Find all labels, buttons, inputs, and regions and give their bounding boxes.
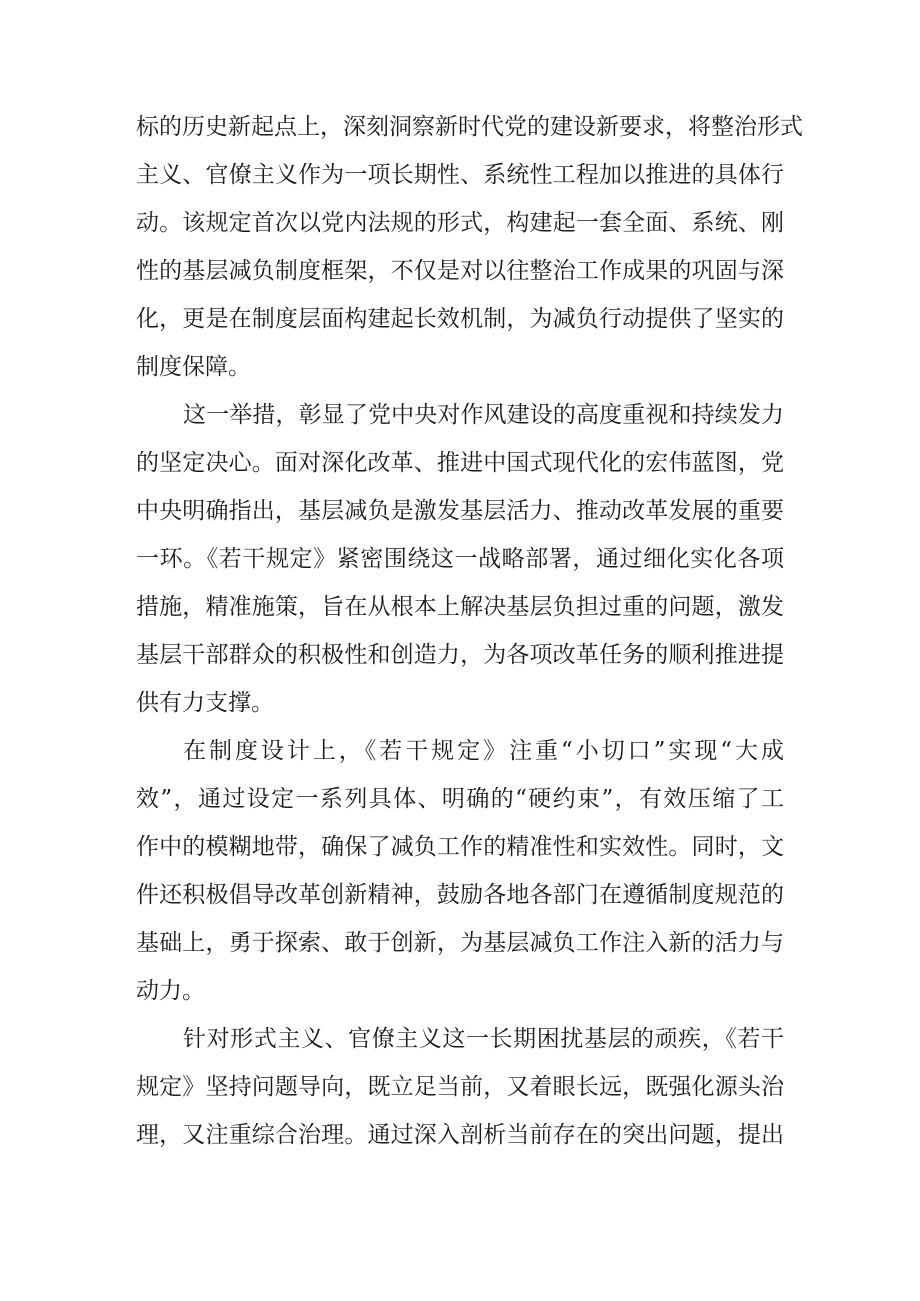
text-line: 效”，通过设定一系列具体、明确的“硬约束”，有效压缩了工 [136, 786, 784, 812]
text-line: 措施，精准施策，旨在从根本上解决基层负担过重的问题，激发 [136, 594, 784, 620]
text-line: 基础上，勇于探索、敢于创新，为基层减负工作注入新的活力与 [136, 930, 784, 956]
paragraph [136, 727, 784, 1015]
text-line: 一环。《若干规定》紧密围绕这一战略部署，通过细化实化各项 [136, 546, 784, 572]
text-line: 作中的模糊地带，确保了减负工作的精准性和实效性。同时，文 [136, 834, 784, 860]
text-line: 动力。 [136, 978, 205, 1004]
paragraph [136, 1015, 784, 1159]
text-line: 制度保障。 [136, 354, 251, 380]
text-line: 化，更是在制度层面构建起长效机制，为减负行动提供了坚实的 [136, 306, 784, 332]
paragraph [136, 103, 803, 391]
text-line: 针对形式主义、官僚主义这一长期困扰基层的顽疾，《若干 [183, 1026, 784, 1052]
text-line: 基层干部群众的积极性和创造力，为各项改革任务的顺利推进提 [136, 642, 784, 668]
text-line: 中央明确指出，基层减负是激发基层活力、推动改革发展的重要 [136, 498, 784, 524]
text-line: 性的基层减负制度框架，不仅是对以往整治工作成果的巩固与深 [136, 258, 784, 284]
text-line: 理，又注重综合治理。通过深入剖析当前存在的突出问题，提出 [136, 1122, 784, 1148]
paragraph [136, 391, 784, 727]
text-line: 这一举措，彰显了党中央对作风建设的高度重视和持续发力 [183, 402, 784, 428]
text-line: 的坚定决心。面对深化改革、推进中国式现代化的宏伟蓝图，党 [136, 450, 784, 476]
text-line: 供有力支撑。 [136, 690, 274, 716]
text-line: 规定》坚持问题导向，既立足当前，又着眼长远，既强化源头治 [136, 1074, 784, 1100]
text-line: 标的历史新起点上，深刻洞察新时代党的建设新要求，将整治形式 [136, 114, 803, 140]
text-line: 件还积极倡导改革创新精神，鼓励各地各部门在遵循制度规范的 [136, 882, 784, 908]
text-line: 主义、官僚主义作为一项长期性、系统性工程加以推进的具体行 [136, 162, 784, 188]
text-line: 动。该规定首次以党内法规的形式，构建起一套全面、系统、刚 [136, 210, 784, 236]
text-line: 在制度设计上，《若干规定》注重“小切口”实现“大成 [183, 738, 784, 764]
document-body [136, 103, 803, 1159]
